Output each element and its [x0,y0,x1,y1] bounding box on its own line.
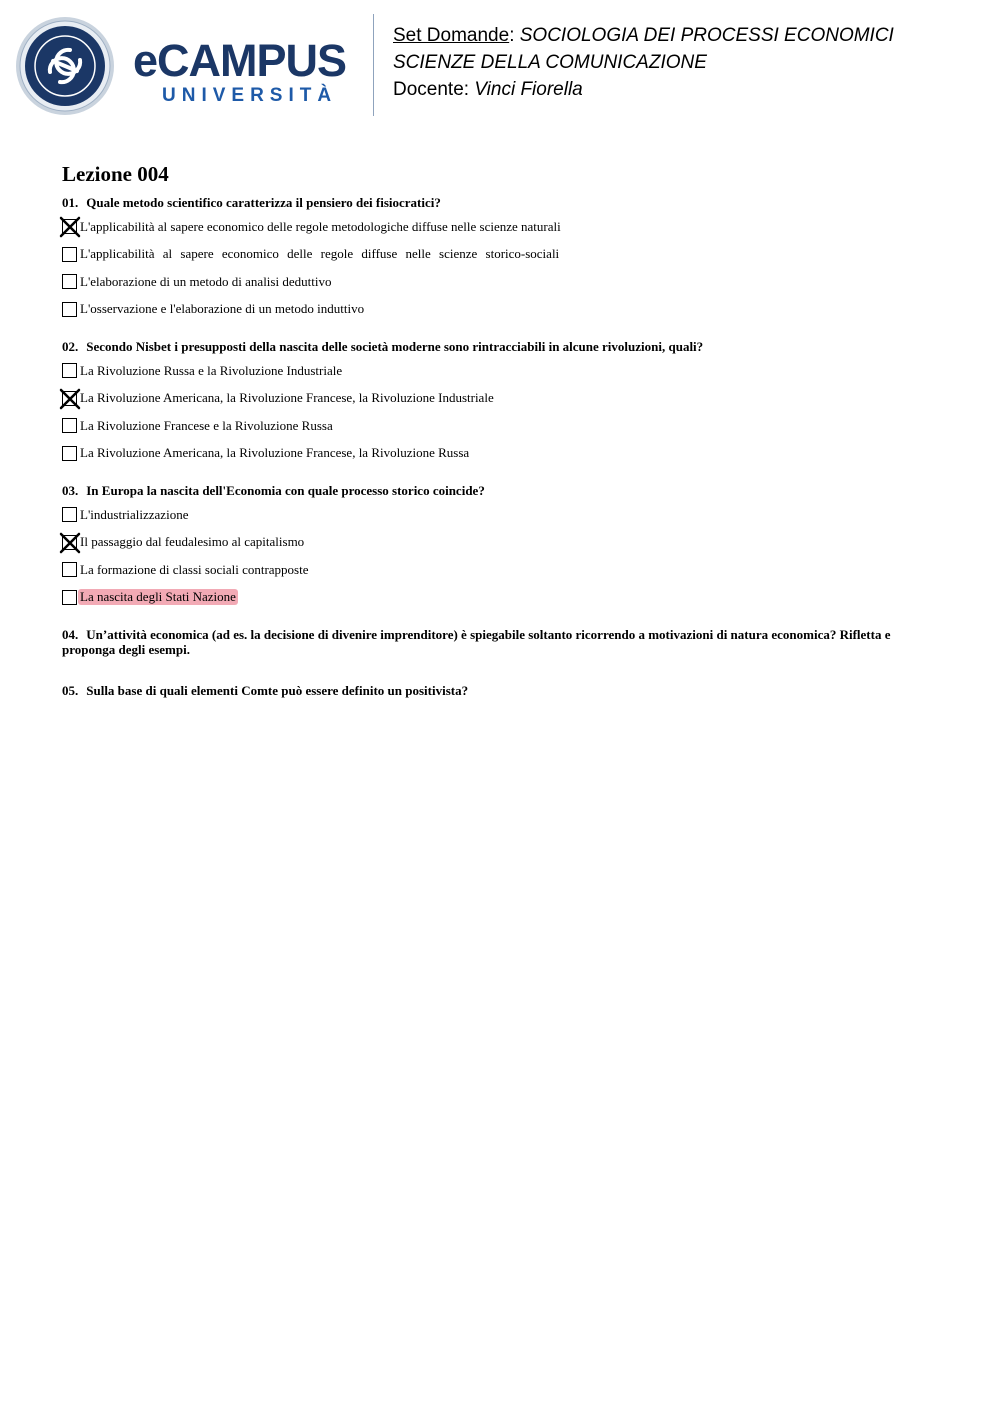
answer-option[interactable] [62,584,942,612]
checkbox[interactable] [62,302,77,317]
option-label: L'elaborazione di un metodo di analisi deduttivo [80,273,332,289]
checkbox[interactable] [62,590,77,605]
answer-option[interactable] [62,529,942,557]
checkbox[interactable] [62,507,77,522]
lesson-title: Lezione 004 [62,162,169,186]
option-label: La Rivoluzione Francese e la Rivoluzione Russa [80,417,333,433]
option-label: La Rivoluzione Americana, la Rivoluzione Francese, la Rivoluzione Industriale [80,390,494,406]
question-label: In Europa la nascita dell'Economia con quale processo storico coincide? [86,483,485,498]
cross-mark-icon [58,387,82,411]
option-label: L'industrializzazione [80,506,189,522]
ecampus-logo-wordmark [133,35,347,108]
question-number: 02. [62,339,79,354]
question-block [62,195,942,323]
option-label: L'osservazione e l'elaborazione di un metodo induttivo [80,301,365,317]
checkbox[interactable] [62,418,77,433]
question-text [62,483,942,498]
question-block [62,683,942,698]
answer-option[interactable] [62,213,942,241]
header-divider [373,14,374,116]
teacher-line [393,76,894,103]
ecampus-emblem-icon [15,16,115,116]
answer-option[interactable] [62,412,942,440]
teacher-name: Vinci Fiorella [474,79,583,100]
answer-option[interactable] [62,556,942,584]
course-name: SCIENZE DELLA COMUNICAZIONE [393,52,707,73]
checkbox[interactable] [62,562,77,577]
lesson-content [62,162,942,714]
question-label: Secondo Nisbet i presupposti della nascita delle società moderne sono rintracciabili in alcune rivoluzioni, quali? [86,339,704,354]
question-label: Sulla base di quali elementi Comte può essere definito un positivista? [86,683,469,698]
question-text [62,683,942,698]
checkbox-checked[interactable] [62,535,77,550]
answer-option[interactable] [62,440,942,468]
answer-option[interactable] [62,268,942,296]
teacher-label: Docente: [393,79,470,100]
logo-sub-text: UNIVERSITÀ [162,85,338,106]
cross-mark-icon [58,215,82,239]
question-number: 01. [62,195,79,210]
question-text [62,195,942,210]
logo-main-text: eCAMPUS [133,35,347,86]
checkbox[interactable] [62,363,77,378]
question-block [62,483,942,611]
checkbox[interactable] [62,274,77,289]
question-number: 03. [62,483,79,498]
set-label: Set Domande [393,25,510,46]
header-info [393,22,894,103]
question-block [62,339,942,467]
question-number: 04. [62,627,79,642]
checkbox[interactable] [62,446,77,461]
question-text [62,339,942,354]
option-label: La Rivoluzione Americana, la Rivoluzione Francese, la Rivoluzione Russa [80,445,470,461]
answer-option[interactable] [62,296,942,324]
answer-option[interactable] [62,501,942,529]
option-label: La formazione di classi sociali contrapposte [80,561,309,577]
question-block [62,627,942,657]
set-line: Set Domande: SOCIOLOGIA DEI PROCESSI ECONOMICI [393,25,894,46]
question-label: Un’attività economica (ad es. la decisione di divenire imprenditore) è spiegabile soltanto ricorrendo a motivazioni di natura economica? Rifletta e proponga degli esempi. [62,627,891,657]
set-title: SOCIOLOGIA DEI PROCESSI ECONOMICI [519,25,894,46]
question-text [62,627,942,657]
question-number: 05. [62,683,79,698]
page-header [0,0,1000,130]
option-label: Il passaggio dal feudalesimo al capitalismo [80,534,305,550]
answer-option[interactable] [62,241,942,269]
checkbox-checked[interactable] [62,219,77,234]
option-label: L'applicabilità al sapere economico delle regole diffuse nelle scienze storico-sociali [80,246,560,262]
option-label: La Rivoluzione Russa e la Rivoluzione Industriale [80,362,343,378]
answer-option[interactable] [62,357,942,385]
checkbox[interactable] [62,247,77,262]
checkbox-checked[interactable] [62,391,77,406]
course-line [393,49,894,76]
option-label: L'applicabilità al sapere economico delle regole metodologiche diffuse nelle scienze naturali [80,218,561,234]
answer-option[interactable] [62,385,942,413]
cross-mark-icon [58,531,82,555]
question-label: Quale metodo scientifico caratterizza il pensiero dei fisiocratici? [86,195,441,210]
option-label-highlighted: La nascita degli Stati Nazione [80,589,236,605]
